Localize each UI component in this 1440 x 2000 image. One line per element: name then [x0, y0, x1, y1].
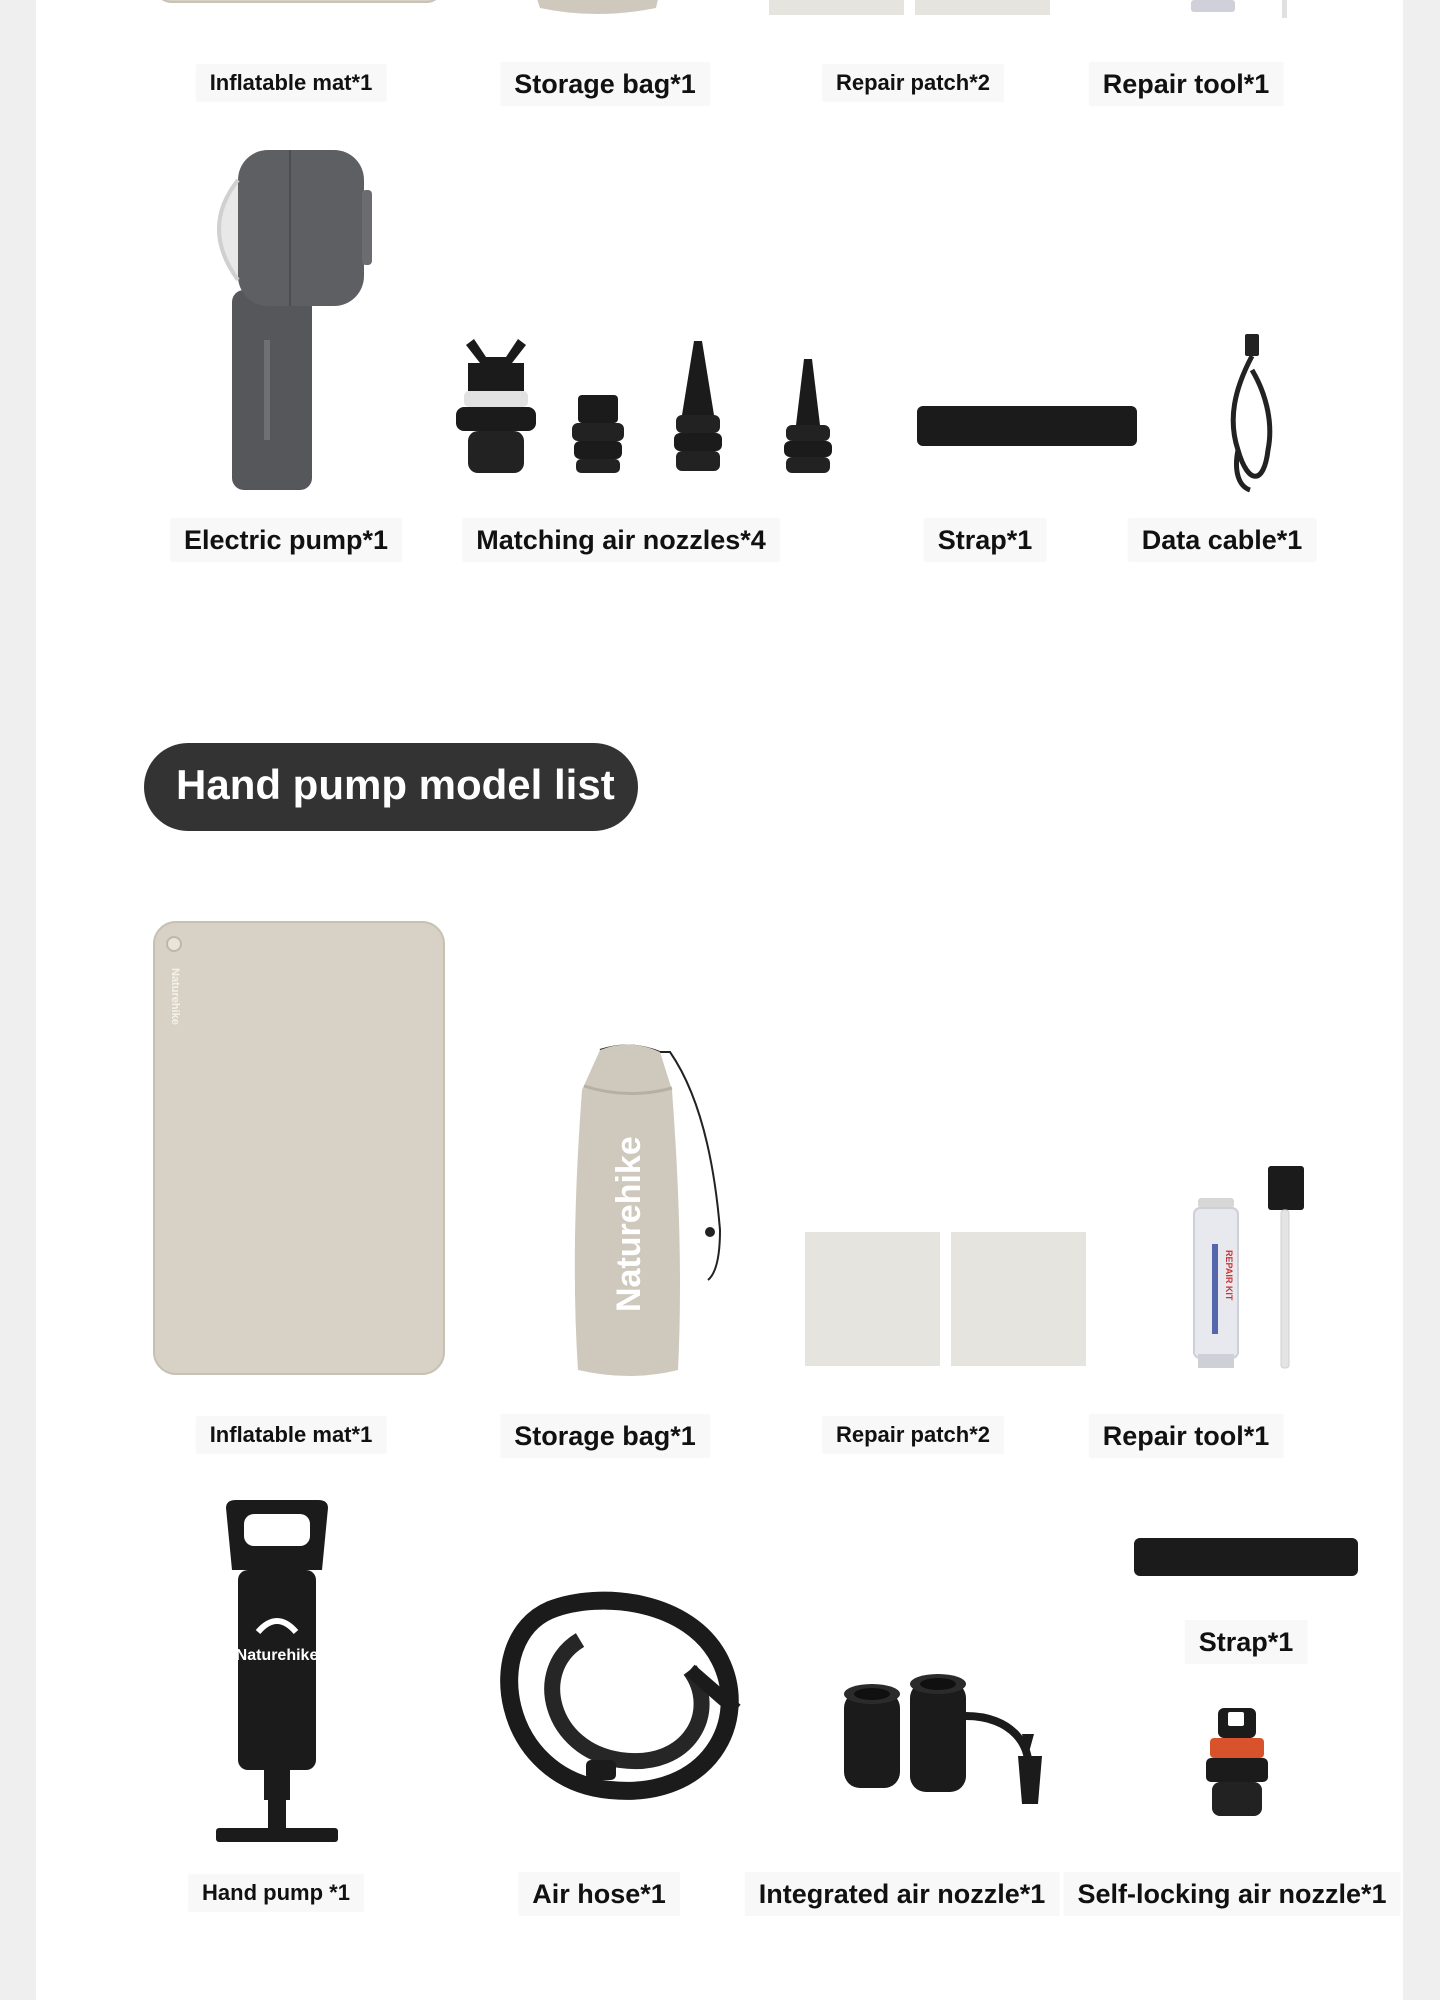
item-label-storage-bag: Storage bag*1	[500, 62, 710, 106]
item-label-data-cable: Data cable*1	[1128, 518, 1317, 562]
storage-bag-icon	[560, 1030, 740, 1380]
pump-brand-text: Naturehike	[235, 1647, 319, 1664]
self-locking-nozzle-icon	[1202, 1704, 1272, 1820]
product-list-page	[36, 0, 1403, 2000]
item-label-strap: Strap*1	[924, 518, 1047, 562]
item-label-electric-pump: Electric pump*1	[170, 518, 402, 562]
data-cable-icon	[1224, 330, 1284, 496]
repair-tool-icon	[1179, 0, 1299, 20]
repair-patch-icon	[805, 1232, 1087, 1368]
item-label-repair-patch: Repair patch*2	[822, 1416, 1004, 1454]
section-title-pill	[144, 743, 638, 831]
inflatable-mat-icon	[150, 918, 450, 1380]
air-hose-icon	[490, 1580, 770, 1820]
repair-tool-icon	[1184, 1164, 1314, 1374]
item-label-air-nozzles: Matching air nozzles*4	[462, 518, 780, 562]
repair-kit-text: REPAIR KIT	[1224, 1250, 1234, 1301]
item-label-hand-pump: Hand pump *1	[188, 1874, 364, 1912]
integrated-nozzle-icon	[832, 1676, 1072, 1816]
item-label-inflatable-mat: Inflatable mat*1	[196, 64, 387, 102]
item-label-air-hose: Air hose*1	[518, 1872, 680, 1916]
item-label-integrated-nozzle: Integrated air nozzle*1	[745, 1872, 1060, 1916]
mat-brand-text: Naturehike	[169, 968, 181, 1025]
item-label-repair-tool: Repair tool*1	[1089, 1414, 1284, 1458]
air-nozzles-icon	[446, 335, 866, 485]
item-label-storage-bag: Storage bag*1	[500, 1414, 710, 1458]
item-label-inflatable-mat: Inflatable mat*1	[196, 1416, 387, 1454]
storage-bag-icon	[530, 0, 670, 30]
strap-icon	[1132, 1536, 1360, 1580]
hand-pump-icon	[214, 1498, 344, 1854]
strap-icon	[915, 404, 1139, 450]
electric-pump-icon	[194, 150, 394, 495]
item-label-repair-patch: Repair patch*2	[822, 64, 1004, 102]
repair-patch-icon	[769, 0, 1051, 16]
bag-brand-text: Naturehike	[610, 1136, 648, 1312]
inflatable-mat-icon	[150, 0, 450, 30]
section-title: Hand pump model list	[176, 761, 615, 808]
item-label-strap: Strap*1	[1185, 1620, 1308, 1664]
item-label-self-locking-nozzle: Self-locking air nozzle*1	[1063, 1872, 1400, 1916]
item-label-repair-tool: Repair tool*1	[1089, 62, 1284, 106]
